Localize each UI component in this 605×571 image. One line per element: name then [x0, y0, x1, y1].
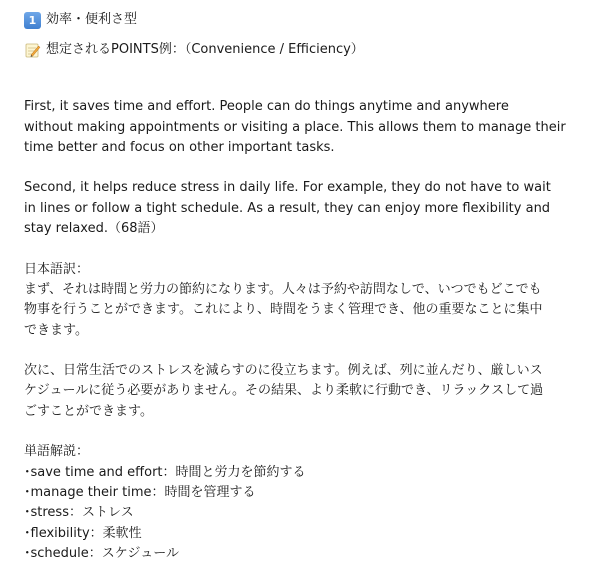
- text-line: in lines or follow a tight schedule. As a result, they can enjoy more flexibility and: [24, 200, 551, 216]
- text-line: without making appointments or visiting a place. This allows them to manage their: [24, 119, 566, 135]
- text-line: stay relaxed.（68語）: [24, 221, 164, 237]
- memo-icon: [24, 42, 41, 59]
- text-line: ケジュールに従う必要がありません。その結果、より柔軟に行動でき、リラックスして過: [24, 383, 544, 399]
- section-header: [24, 9, 585, 31]
- text-line: First, it saves time and effort. People can do things anytime and anywhere: [24, 99, 509, 115]
- text-line: 物事を行うことができます。これにより、時間をうまく管理でき、他の重要なことに集中: [24, 302, 543, 318]
- english-paragraph-1: [24, 97, 585, 158]
- vocab-item: ･schedule：スケジュール: [24, 545, 179, 561]
- vocab-item: ･stress：ストレス: [24, 505, 134, 521]
- text-line: time better and focus on other important tasks.: [24, 139, 335, 155]
- points-label: 想定されるPOINTS例：（Convenience / Efficiency）: [46, 41, 364, 57]
- vocab-item: ･manage their time：時間を管理する: [24, 484, 256, 500]
- vocab-item: ･save time and effort：時間と労力を節約する: [24, 464, 306, 480]
- japanese-translation: [24, 260, 585, 341]
- text-line: 次に、日常生活でのストレスを減らすのに役立ちます。例えば、列に並んだり、厳しいス: [24, 363, 543, 379]
- text-line: Second, it helps reduce stress in daily life. For example, they do not have to wait: [24, 180, 551, 196]
- keycap-number-icon: 1: [24, 12, 41, 29]
- vocab-heading: 単語解説：: [24, 444, 90, 460]
- text-line: まず、それは時間と労力の節約になります。人々は予約や訪問なしで、いつでもどこでも: [24, 281, 542, 297]
- points-header: [24, 39, 585, 61]
- vocabulary-section: [24, 442, 585, 564]
- japanese-paragraph-2: [24, 361, 585, 422]
- section-title: 効率・便利さ型: [46, 11, 138, 27]
- japanese-heading: 日本語訳：: [24, 261, 90, 277]
- vocab-item: ･flexibility：柔軟性: [24, 525, 142, 541]
- text-line: ごすことができます。: [24, 403, 153, 419]
- english-paragraph-2: [24, 178, 585, 239]
- text-line: できます。: [24, 322, 88, 338]
